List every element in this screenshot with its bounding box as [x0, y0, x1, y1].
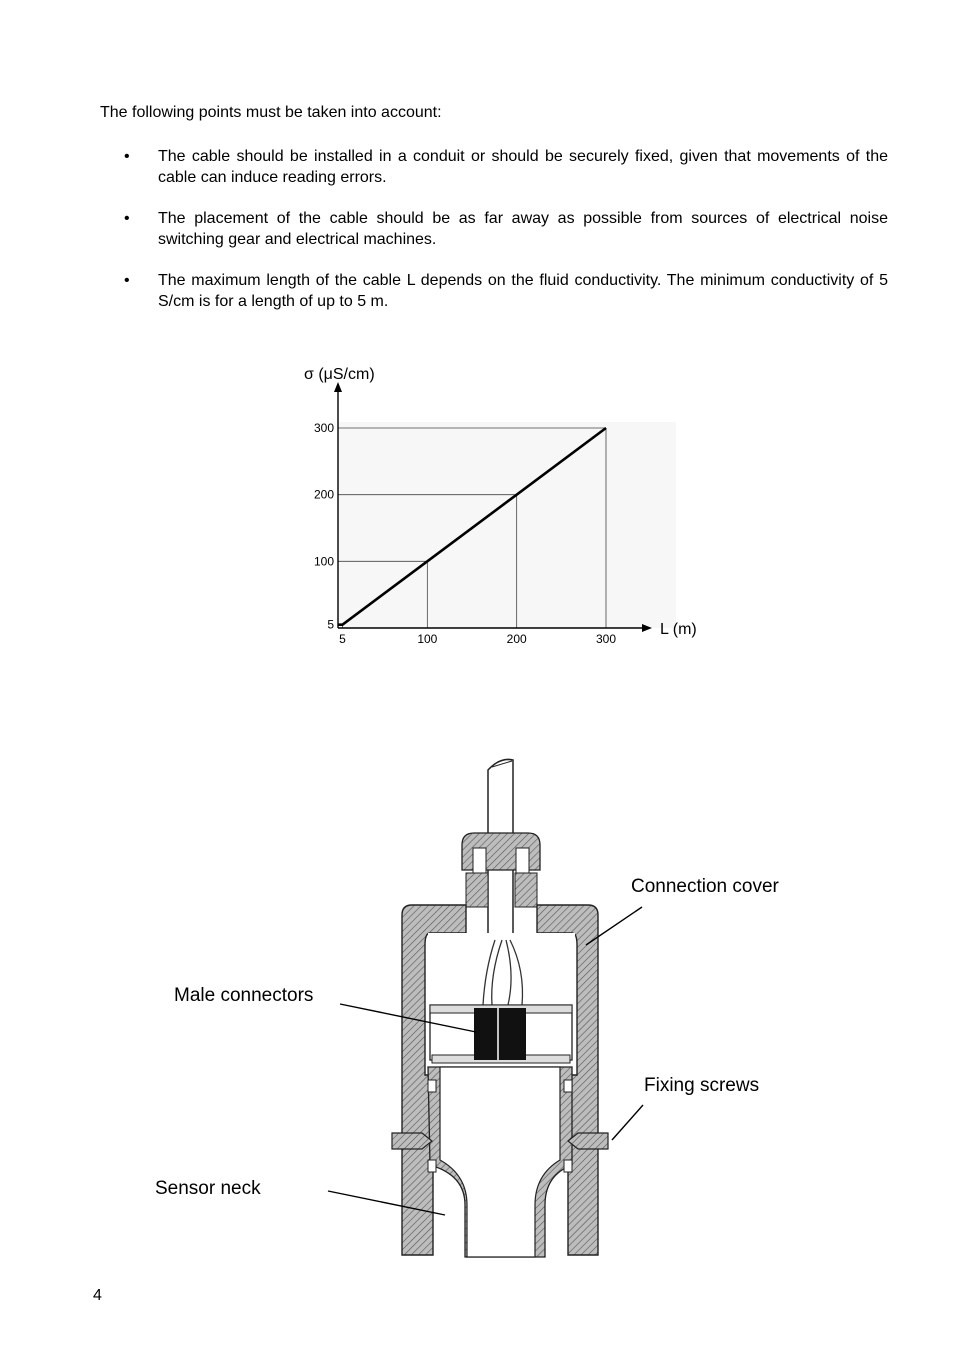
- sensor-neck: [428, 1067, 572, 1257]
- bullet-text: The cable should be installed in a conduit or should be securely fixed, given that movements of the cable can induce reading errors.: [158, 148, 888, 186]
- sensor-neck-label: Sensor neck: [155, 1178, 261, 1199]
- y-tick-label: 200: [313, 487, 334, 502]
- male-connectors: [474, 1008, 526, 1060]
- bullet-list: [100, 146, 888, 332]
- bullet-marker: •: [124, 272, 130, 289]
- intro-text: The following points must be taken into account:: [100, 104, 442, 121]
- x-tick-label: 5: [339, 632, 346, 646]
- bullet-marker: •: [124, 210, 130, 227]
- bullet-item: [100, 146, 888, 188]
- x-tick-label: 200: [506, 632, 527, 646]
- male-connectors-label: Male connectors: [174, 985, 314, 1006]
- y-axis-label: σ (μS/cm): [304, 366, 375, 383]
- bullet-text: The maximum length of the cable L depends on the fluid conductivity. The minimum conductivity of 5 S/cm is for a length of up to 5 m.: [158, 272, 888, 310]
- y-tick-label: 100: [313, 554, 334, 569]
- bullet-item: [100, 270, 888, 312]
- y-axis-arrow: [334, 382, 342, 392]
- connection-cover-label: Connection cover: [631, 876, 779, 897]
- page-number: 4: [93, 1287, 102, 1304]
- chart-background: [338, 422, 676, 628]
- conductivity-length-chart: [290, 360, 730, 660]
- bullet-marker: •: [124, 148, 130, 165]
- x-axis-label: L (m): [660, 621, 697, 638]
- fixing-screws-label: Fixing screws: [644, 1075, 760, 1096]
- x-tick-label: 300: [595, 632, 617, 646]
- bullet-item: [100, 208, 888, 250]
- x-tick-label: 100: [417, 632, 438, 646]
- y-tick-label: 5: [327, 617, 334, 632]
- bullet-text: The placement of the cable should be as far away as possible from sources of electrical noise switching gear and electrical machines.: [158, 210, 888, 248]
- y-tick-label: 300: [313, 421, 334, 435]
- wires: [483, 940, 523, 1005]
